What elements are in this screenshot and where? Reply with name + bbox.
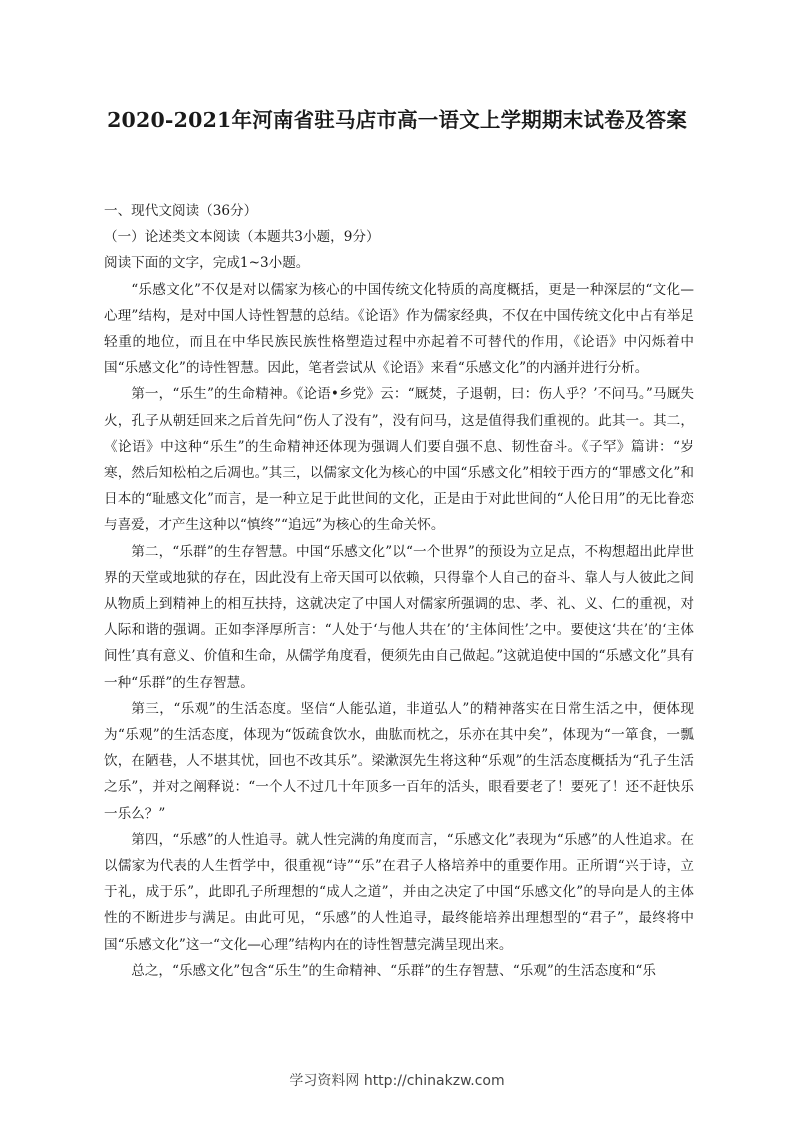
footer-watermark: 学习资料网 http://chinakzw.com bbox=[289, 1073, 505, 1089]
subsection-heading: （一）论述类文本阅读（本题共3小题，9分） bbox=[104, 229, 380, 246]
section-heading: 一、现代文阅读（36分） bbox=[104, 203, 258, 219]
paragraph-intro: “乐感文化”不仅是对以儒家为核心的中国传统文化特质的高度概括，更是一种深层的“文化—心理”结构，是对中国人诗性智慧的总结。《论语》作为儒家经典，不仅在中国传统文化中占有举足轻重的地位，而且在中华民族民族性格塑造过程中亦起着不可替代的作用，《论语》中闪烁着中国“乐感文化”的诗性智慧。因此，笔者尝试从《论语》来看“乐感文化”的内涵并进行分析。 bbox=[104, 281, 694, 377]
instruction-text: 阅读下面的文字，完成1~3小题。 bbox=[104, 255, 310, 272]
document-title: 2020-2021年河南省驻马店市高一语文上学期期末试卷及答案 bbox=[107, 108, 687, 132]
paragraph-point-1: 第一，“乐生”的生命精神。《论语•乡党》云：“厩焚，子退朝，曰：伤人乎？’不问马。”马厩失火，孔子从朝廷回来之后首先问“伤人了没有”，没有问马，这是值得我们重视的。此其一。其二，《论语》中这种“乐生”的生命精神还体现为强调人们要自强不息、韧性奋斗。《子罕》篇讲：“岁寒，然后知松柏之后凋也。”其三，以儒家文化为核心的中国“乐感文化”相较于西方的“罪感文化”和日本的“耻感文化”而言，是一种立足于此世间的文化，正是由于对此世间的“人伦日用”的无比眷恋与喜爱，才产生这种以“慎终”“追远”为核心的生命关怀。 bbox=[104, 386, 694, 534]
document-body bbox=[104, 198, 694, 984]
paragraph-point-3: 第三，“乐观”的生活态度。坚信“人能弘道，非道弘人”的精神落实在日常生活之中，便体现为“乐观”的生活态度，体现为“饭疏食饮水，曲肱而枕之，乐亦在其中矣”，体现为“一箪食，一瓢饮，在陋巷，人不堪其忧，回也不改其乐”。梁漱溟先生将这种“乐观”的生活态度概括为“孔子生活之乐”，并对之阐释说：“一个人不过几十年顶多一百年的活头，眼看要老了！要死了！还不赶快乐一乐么？” bbox=[104, 700, 694, 822]
paragraph-point-4: 第四，“乐感”的人性追寻。就人性完满的角度而言，“乐感文化”表现为“乐感”的人性追求。在以儒家为代表的人生哲学中，很重视“诗”“乐”在君子人格培养中的重要作用。正所谓“兴于诗，立于礼，成于乐”，此即孔子所理想的“成人之道”，并由之决定了中国“乐感文化”的导向是人的主体性的不断进步与满足。由此可见，“乐感”的人性追寻，最终能培养出理想型的“君子”，最终将中国“乐感文化”这一“文化—心理”结构内在的诗性智慧完满呈现出来。 bbox=[104, 831, 694, 953]
paragraph-summary: 总之，“乐感文化”包含“乐生”的生命精神、“乐群”的生存智慧、“乐观”的生活态度和“乐 bbox=[131, 962, 656, 979]
paragraph-point-2: 第二，“乐群”的生存智慧。中国“乐感文化”以“一个世界”的预设为立足点，不构想超出此岸世界的天堂或地狱的存在，因此没有上帝天国可以依赖，只得靠个人自己的奋斗、靠人与人彼此之间从物质上到精神上的相互扶持，这就决定了中国人对儒家所强调的忠、孝、礼、义、仁的重视，对人际和谐的强调。正如李泽厚所言：“人处于‘与他人共在’的‘主体间性’之中。要使这‘共在’的‘主体间性’真有意义、价值和生命，从儒学角度看，便须先由自己做起。”这就追使中国的“乐感文化”具有一种“乐群”的生存智慧。 bbox=[104, 543, 694, 691]
